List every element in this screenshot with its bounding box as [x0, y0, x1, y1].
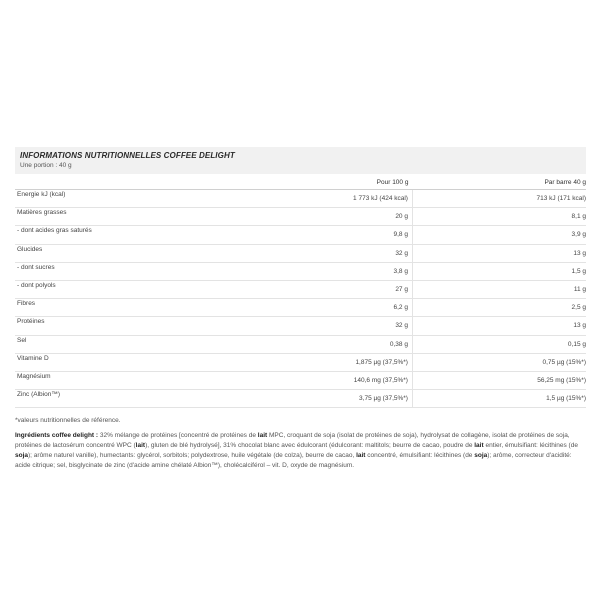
nutrient-label: Vitamine D [15, 353, 234, 371]
ingredient-text: ), gluten de blé hydrolysé], 31% chocolat blanc avec édulcorant (édulcorant: maltitols; beurre de cacao, poudre de [145, 442, 475, 450]
nutrient-label: - dont sucres [15, 262, 234, 280]
allergen-text: lait [257, 432, 268, 440]
column-header-per-100g: Pour 100 g [234, 175, 413, 190]
allergen-text: lait [356, 451, 366, 459]
table-header-row [15, 175, 586, 190]
table-row [15, 371, 586, 389]
value-per-100g: 20 g [234, 208, 413, 226]
ingredients-title: Ingrédients coffee delight : [15, 432, 99, 440]
value-per-100g: 32 g [234, 244, 413, 262]
value-per-bar: 56,25 mg (15%*) [412, 371, 586, 389]
value-per-bar: 2,5 g [412, 299, 586, 317]
value-per-bar: 713 kJ (171 kcal) [412, 190, 586, 208]
table-row [15, 190, 586, 208]
value-per-bar: 13 g [412, 244, 586, 262]
portion-size: Une portion : 40 g [20, 162, 72, 169]
value-per-100g: 140,6 mg (37,5%*) [234, 371, 413, 389]
value-per-bar: 13 g [412, 317, 586, 335]
value-per-100g: 9,8 g [234, 226, 413, 244]
table-row [15, 244, 586, 262]
value-per-bar: 11 g [412, 280, 586, 298]
column-header-per-bar: Par barre 40 g [412, 175, 586, 190]
column-header-nutrient [15, 175, 234, 190]
nutrient-label: Magnésium [15, 371, 234, 389]
allergen-text: soja [474, 451, 488, 459]
ingredient-text: 32% mélange de protéines [concentré de protéines de [98, 432, 258, 440]
nutrition-header [15, 147, 586, 174]
value-per-100g: 0,38 g [234, 335, 413, 353]
value-per-100g: 6,2 g [234, 299, 413, 317]
nutrient-label: - dont polyols [15, 280, 234, 298]
value-per-100g: 1 773 kJ (424 kcal) [234, 190, 413, 208]
value-per-100g: 3,75 µg (37,5%*) [234, 390, 413, 408]
table-row [15, 390, 586, 408]
value-per-bar: 0,15 g [412, 335, 586, 353]
ingredient-text: MPC, croquant de soja (isolat de protéines de soja), hydrolysat de collagène, isolat de protéines de soja, protéines de lactosérum concentré WPC ( [15, 432, 570, 450]
table-row [15, 262, 586, 280]
nutrient-label: Matières grasses [15, 208, 234, 226]
reference-footnote: *valeurs nutritionnelles de référence. [15, 417, 121, 425]
value-per-bar: 1,5 g [412, 262, 586, 280]
table-row [15, 208, 586, 226]
nutrition-title: INFORMATIONS NUTRITIONNELLES COFFEE DELIGHT [20, 151, 235, 160]
allergen-text: soja [15, 451, 29, 459]
nutrient-label: Sel [15, 335, 234, 353]
ingredient-text: ); arôme naturel vanille), humectants: glycérol, sorbitols; polydextrose, huile végétale (de colza), beurre de cacao, [28, 451, 357, 459]
nutrition-rows [15, 190, 586, 408]
nutrient-label: Glucides [15, 244, 234, 262]
ingredient-text: concentré, émulsifiant: lécithines (de [365, 451, 475, 459]
nutrient-label: Energie kJ (kcal) [15, 190, 234, 208]
allergen-text: lait [135, 442, 146, 450]
value-per-bar: 8,1 g [412, 208, 586, 226]
value-per-100g: 1,875 µg (37,5%*) [234, 353, 413, 371]
nutrition-panel [15, 147, 586, 470]
nutrient-label: - dont acides gras saturés [15, 226, 234, 244]
ingredients-body [15, 432, 578, 468]
nutrient-label: Zinc (Albion™) [15, 390, 234, 408]
ingredients-text [15, 431, 583, 470]
table-row [15, 317, 586, 335]
table-row [15, 226, 586, 244]
table-row [15, 335, 586, 353]
nutrient-label: Fibres [15, 299, 234, 317]
ingredient-text: entier, émulsifiant: lécithines (de [483, 442, 578, 450]
table-row [15, 353, 586, 371]
table-row [15, 299, 586, 317]
value-per-100g: 27 g [234, 280, 413, 298]
nutrition-table [15, 175, 586, 408]
value-per-bar: 1,5 µg (15%*) [412, 390, 586, 408]
value-per-100g: 32 g [234, 317, 413, 335]
value-per-100g: 3,8 g [234, 262, 413, 280]
value-per-bar: 3,9 g [412, 226, 586, 244]
table-row [15, 280, 586, 298]
allergen-text: lait [474, 442, 484, 450]
ingredient-text: ); arôme, correcteur d'acidité: acide citrique; sel, bisglycinate de zinc (d'acide amine chélaté Albion™), cholécalciférol – vit. D, oxyde de magnésium. [15, 451, 572, 469]
value-per-bar: 0,75 µg (15%*) [412, 353, 586, 371]
nutrient-label: Protéines [15, 317, 234, 335]
